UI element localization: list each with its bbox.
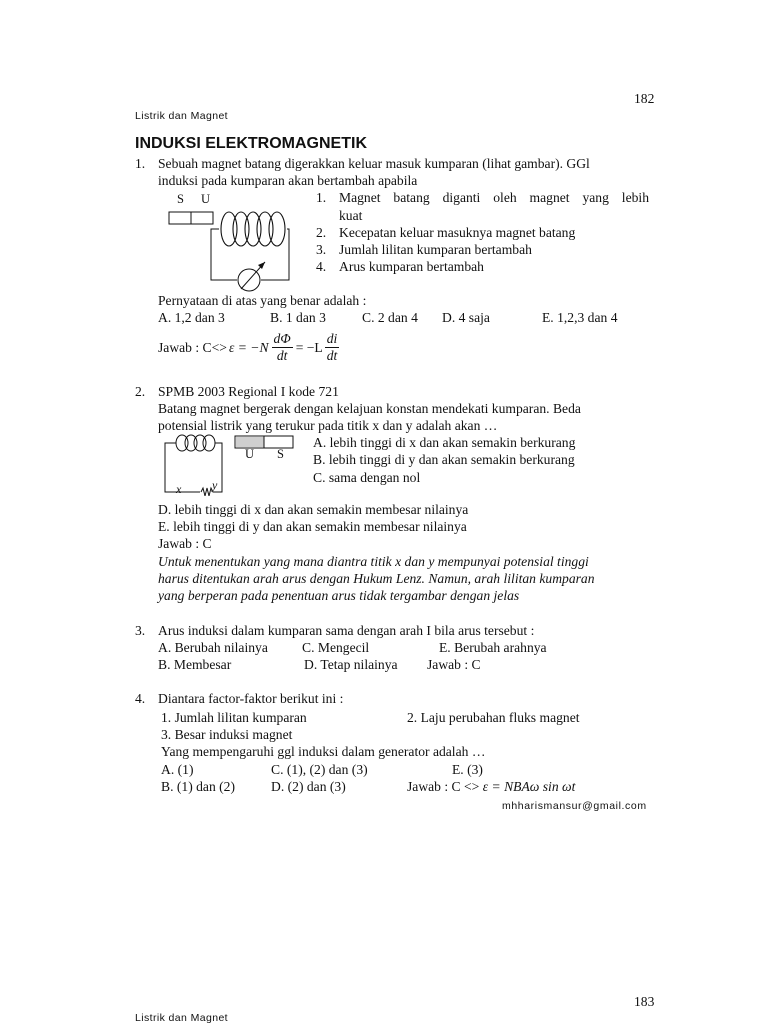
q1-fig-label-u: U [201,192,211,206]
q1-coil-magnet-figure [165,200,300,292]
page-number-bottom: 183 [634,994,655,1009]
q2-option-c: C. sama dengan nol [313,470,421,485]
q3-text: Arus induksi dalam kumparan sama dengan arah I bila arus tersebut : [158,623,535,638]
q1-answer-prefix: Jawab : C<> [158,339,227,355]
q3-option-b: B. Membesar [158,657,232,672]
q2-option-a: A. lebih tinggi di x dan akan semakin berkurang [313,435,576,450]
q4-answer-prefix: Jawab : C <> [407,779,480,794]
q1-item-3: Jumlah lilitan kumparan bertambah [339,242,532,257]
q1-eq-den2: dt [326,347,338,363]
q4-number: 4. [135,691,146,706]
q1-statement: Pernyataan di atas yang benar adalah : [158,293,367,308]
q1-eq-num2: di [326,330,338,346]
q2-answer: Jawab : C [158,536,212,551]
q1-item-2-num: 2. [316,225,327,240]
q4-text-line2: Yang mempengaruhi ggl induksi dalam generator adalah … [161,744,486,759]
q4-option-d: D. (2) dan (3) [271,779,346,794]
author-email: mhharismansur@gmail.com [502,800,647,812]
q1-item-2: Kecepatan keluar masuknya magnet batang [339,225,576,240]
q2-coil-windings [176,435,215,451]
q2-note-line2: harus ditentukan arah arus dengan Hukum Lenz. Namun, arah lilitan kumparan [158,571,595,586]
q1-option-d: D. 4 saja [442,310,490,325]
q2-text-line1: SPMB 2003 Regional I kode 721 [158,384,339,399]
q4-factor-3: 3. Besar induksi magnet [161,727,293,742]
page-number-top: 182 [634,91,655,106]
q2-fig-label-u: U [245,447,255,461]
q2-note-line1: Untuk menentukan yang mana diantra titik x dan y mempunyai potensial tinggi [158,554,589,569]
q3-option-e: E. Berubah arahnya [439,640,547,655]
q2-text-line3: potensial listrik yang terukur pada titik x dan y adalah akan … [158,418,498,433]
q4-answer-equation: ε = NBAω sin ωt [482,779,576,794]
q1-eq-mid: = −L [295,339,323,355]
q2-fig-label-x: x [176,482,182,496]
q1-eq-fraction-1 [272,331,293,364]
q1-item-3-num: 3. [316,242,327,257]
q1-option-e: E. 1,2,3 dan 4 [542,310,618,325]
q4-answer [407,778,575,795]
q1-option-a: A. 1,2 dan 3 [158,310,225,325]
q2-fig-label-s: S [277,447,284,461]
q1-item-1: Magnet batang diganti oleh magnet yang lebih [339,190,649,205]
q2-option-e: E. lebih tinggi di y dan akan semakin membesar nilainya [158,519,467,534]
q2-number: 2. [135,384,146,399]
q3-option-a: A. Berubah nilainya [158,640,268,655]
q3-answer: Jawab : C [427,657,481,672]
running-header-bottom: Listrik dan Magnet [135,1012,228,1024]
q1-item-4: Arus kumparan bertambah [339,259,484,274]
q4-option-a: A. (1) [161,762,194,777]
q1-text-line2: induksi pada kumparan akan bertambah apabila [158,173,418,188]
q1-eq-den1: dt [276,347,288,363]
q1-number: 1. [135,156,146,171]
q1-eq-fraction-2 [325,331,340,364]
q1-fig-label-s: S [177,192,184,206]
q1-eq-num1: dΦ [273,330,291,346]
q1-item-1-num: 1. [316,190,327,205]
q2-note-line3: yang berperan pada penentuan arus tidak tergambar dengan jelas [158,588,520,603]
q1-option-c: C. 2 dan 4 [362,310,418,325]
q2-option-b: B. lebih tinggi di y dan akan semakin berkurang [313,452,575,467]
q4-option-b: B. (1) dan (2) [161,779,235,794]
q3-number: 3. [135,623,146,638]
page-title: INDUKSI ELEKTROMAGNETIK [135,135,367,152]
running-header-top: Listrik dan Magnet [135,110,228,122]
coil-windings [221,212,285,246]
q3-option-d: D. Tetap nilainya [304,657,398,672]
q2-option-d: D. lebih tinggi di x dan akan semakin membesar nilainya [158,502,469,517]
q1-eq-epsilon: ε = −N [228,339,269,355]
q1-text-line1: Sebuah magnet batang digerakkan keluar masuk kumparan (lihat gambar). GGl [158,156,590,171]
q4-text-line1: Diantara factor-faktor berikut ini : [158,691,344,706]
q2-fig-label-y: y [212,478,218,492]
q4-factor-1: 1. Jumlah lilitan kumparan [161,710,307,725]
q4-option-e: E. (3) [452,762,483,777]
q4-factor-2: 2. Laju perubahan fluks magnet [407,710,580,725]
q3-option-c: C. Mengecil [302,640,370,655]
q1-answer [158,327,339,367]
q2-text-line2: Batang magnet bergerak dengan kelajuan konstan mendekati kumparan. Beda [158,401,581,416]
q1-option-b: B. 1 dan 3 [270,310,326,325]
q4-option-c: C. (1), (2) dan (3) [271,762,368,777]
q1-item-4-num: 4. [316,259,327,274]
q1-item-1b: kuat [339,208,363,223]
